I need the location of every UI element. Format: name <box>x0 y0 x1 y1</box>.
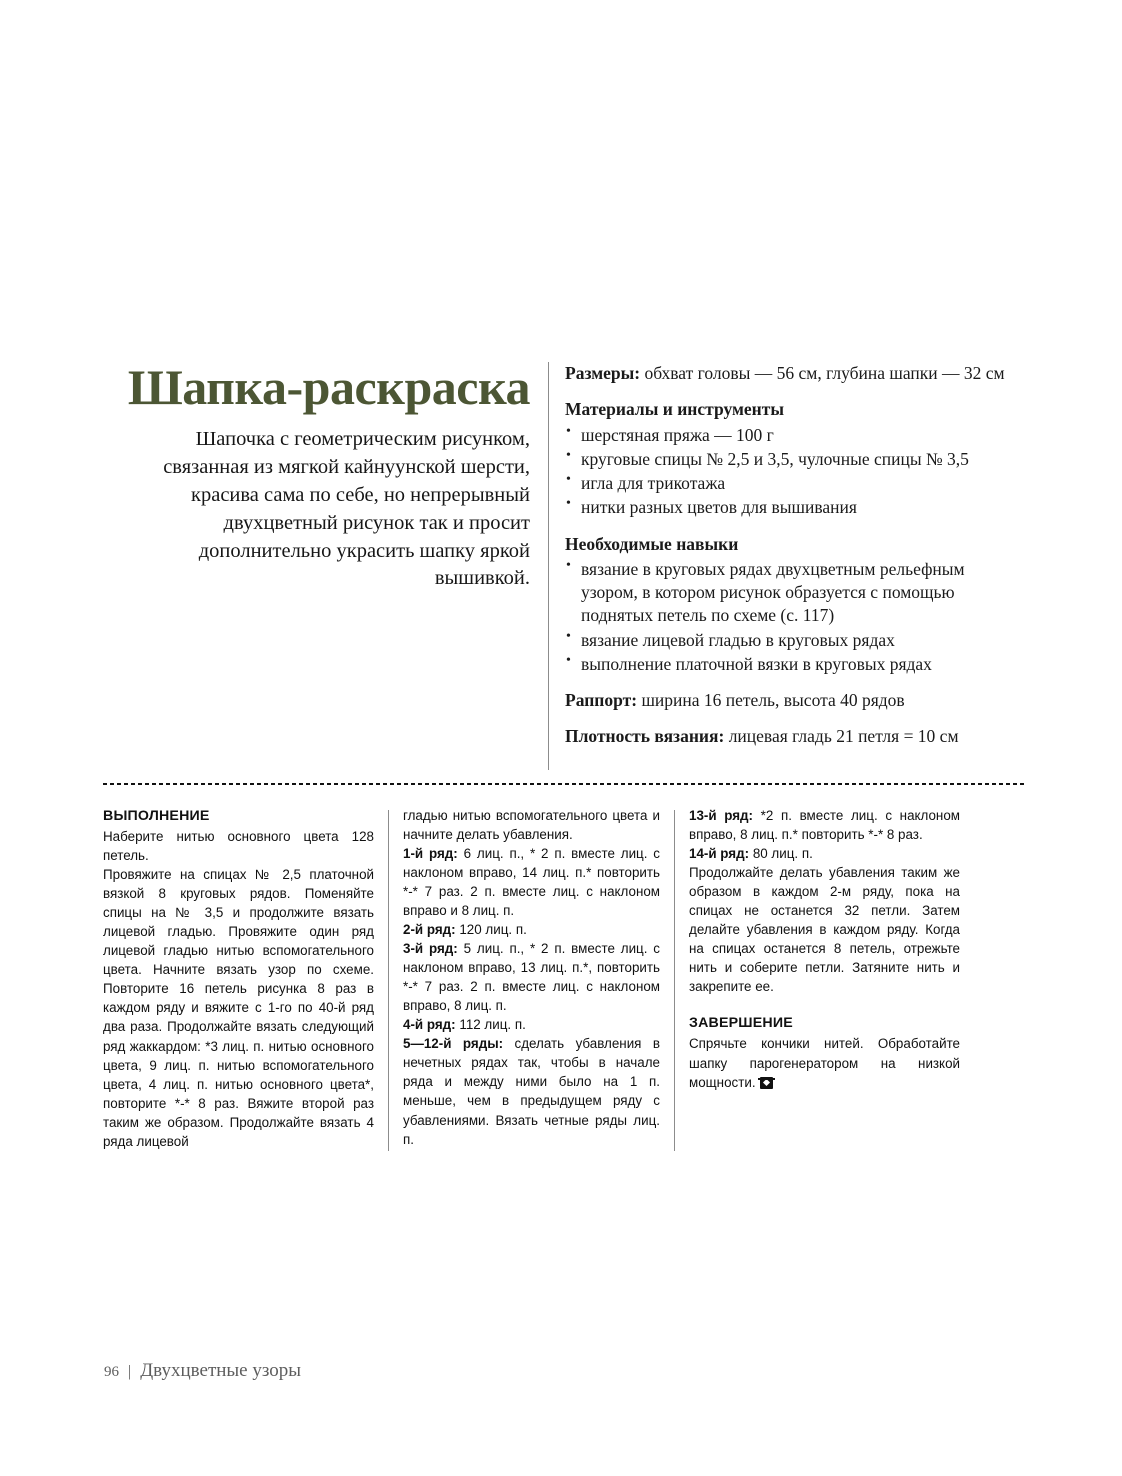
gauge-value: лицевая гладь 21 петля = 10 см <box>724 726 959 747</box>
sizes-line <box>565 362 1013 385</box>
section-heading-finishing: ЗАВЕРШЕНИЕ <box>689 1015 793 1032</box>
paragraph <box>689 1034 960 1091</box>
page-title: Шапка-раскраска <box>127 359 530 415</box>
skills-list <box>565 558 1013 676</box>
header-right-column <box>549 362 1013 762</box>
materials-list <box>565 424 1013 520</box>
row-label: 4-й ряд: <box>403 1017 456 1033</box>
row-text: сделать убавления в нечетных рядах так, чтобы в начале ряда и между ними было на 1 п. меньше, чем в предыдущем ряду с убавлениями. Вязать четные ряды лиц. п. <box>403 1036 660 1147</box>
list-item: • игла для трикотажа <box>565 472 1013 495</box>
header-left-column <box>108 359 548 593</box>
end-of-article-icon <box>760 1077 773 1089</box>
list-item: • шерстяная пряжа — 100 г <box>565 424 1013 447</box>
row-text: 5 лиц. п., * 2 п. вместе лиц. с наклоном вправо, 13 лиц. п.*, повторить *-* 7 раз. 2 п. вместе лиц. с наклоном вправо, 8 лиц. п. <box>403 941 660 1014</box>
row-instruction <box>689 806 960 844</box>
row-instruction <box>403 920 660 939</box>
list-item: • вязание в круговых рядах двухцветным рельефным узором, в котором рисунок образуется с помощью поднятых петель по схеме (с. 117) <box>565 558 1013 628</box>
horizontal-dotted-rule <box>103 783 1027 785</box>
page-number: 96 <box>104 1364 119 1380</box>
row-label: 14-й ряд: <box>689 846 750 862</box>
row-instruction <box>403 1015 660 1034</box>
instructions-column-3 <box>675 806 960 1151</box>
row-label: 13-й ряд: <box>689 808 754 823</box>
row-text: *2 п. вместе лиц. с наклоном вправо, 8 лиц. п.* повторить *-* 8 раз. <box>689 808 960 843</box>
gauge-label: Плотность вязания: <box>565 726 725 747</box>
page-footer <box>104 1360 301 1382</box>
row-instruction <box>403 1034 660 1148</box>
row-text: 112 лиц. п. <box>455 1017 526 1033</box>
article-intro: Шапочка с геометрическим рисунком, связанная из мягкой кайнуунской шерсти, красива сама по себе, но непрерывный двухцветный рисунок так и просит дополнительно украсить шапку яркой вышивкой. <box>163 428 530 590</box>
repeat-label: Раппорт: <box>565 690 638 711</box>
row-label: 2-й ряд: <box>403 922 456 938</box>
row-instruction <box>689 844 960 863</box>
instructions-column-2 <box>389 806 674 1151</box>
list-item: • выполнение платочной вязки в круговых рядах <box>565 653 1013 676</box>
row-text: 6 лиц. п., * 2 п. вместе лиц. с наклоном вправо, 14 лиц. п.* повторить *-* 7 раз. 2 п. вместе лиц. с наклоном вправо и 8 лиц. п. <box>403 846 660 919</box>
instructions-columns <box>103 806 1027 1151</box>
sizes-value: обхват головы — 56 см, глубина шапки — 32 см <box>640 363 1005 383</box>
row-label: 3-й ряд: <box>403 941 458 957</box>
row-instruction <box>403 939 660 1015</box>
list-item: • круговые спицы № 2,5 и 3,5, чулочные спицы № 3,5 <box>565 448 1013 471</box>
row-text: 120 лиц. п. <box>455 922 527 938</box>
row-label: 5—12-й ряды: <box>403 1036 504 1052</box>
paragraph: Провяжите на спицах № 2,5 платочной вязкой 8 круговых рядов. Поменяйте спицы на № 3,5 и продолжите вязать лицевой гладью. Провяжите один ряд лицевой гладью нитью вспомогательного цвета. Начните вязать узор по схеме. Повторите 16 петель рисунка 8 раз в каждом ряду и вяжите с 1-го по 40-й ряд два раза. Продолжайте вязать следующий ряд жаккардом: *3 лиц. п. нитью основного цвета, 9 лиц. п. нитью вспомогательного цвета, 4 лиц. п. нитью основного цвета*, повторите *-* 8 раз. Вяжите второй раз таким же образом. Продолжайте вязать 4 ряда лицевой <box>103 867 374 1149</box>
row-text: 80 лиц. п. <box>749 846 813 862</box>
skills-heading: Необходимые навыки <box>565 533 739 554</box>
final-text: Спрячьте кончики нитей. Обработайте шапку парогенератором на низкой мощности. <box>689 1036 960 1090</box>
section-heading-execution: ВЫПОЛНЕНИЕ <box>103 808 210 824</box>
row-label: 1-й ряд: <box>403 846 458 862</box>
repeat-value: ширина 16 петель, высота 40 рядов <box>637 690 905 711</box>
repeat-line <box>565 689 1013 712</box>
instructions-column-1 <box>103 806 388 1151</box>
paragraph: гладью нитью вспомогательного цвета и начните делать убавления. <box>403 808 660 843</box>
paragraph: Наберите нитью основного цвета 128 петель. <box>103 829 374 864</box>
footer-section-name: Двухцветные узоры <box>140 1360 302 1381</box>
paragraph: Продолжайте делать убавления таким же образом в каждом 2-м ряду, пока на спицах не останется 32 петли. Затем делайте убавления в каждом ряду. Когда на спицах останется 8 петель, отрежьте нить и соберите петли. Затяните нить и закрепите ее. <box>689 865 960 995</box>
list-item: • нитки разных цветов для вышивания <box>565 496 1013 519</box>
footer-separator: | <box>128 1363 132 1380</box>
sizes-label: Размеры: <box>565 363 641 383</box>
materials-heading: Материалы и инструменты <box>565 399 785 420</box>
row-instruction <box>403 844 660 920</box>
gauge-line <box>565 725 1013 748</box>
article-header <box>108 359 1028 770</box>
list-item: • вязание лицевой гладью в круговых рядах <box>565 629 1013 652</box>
